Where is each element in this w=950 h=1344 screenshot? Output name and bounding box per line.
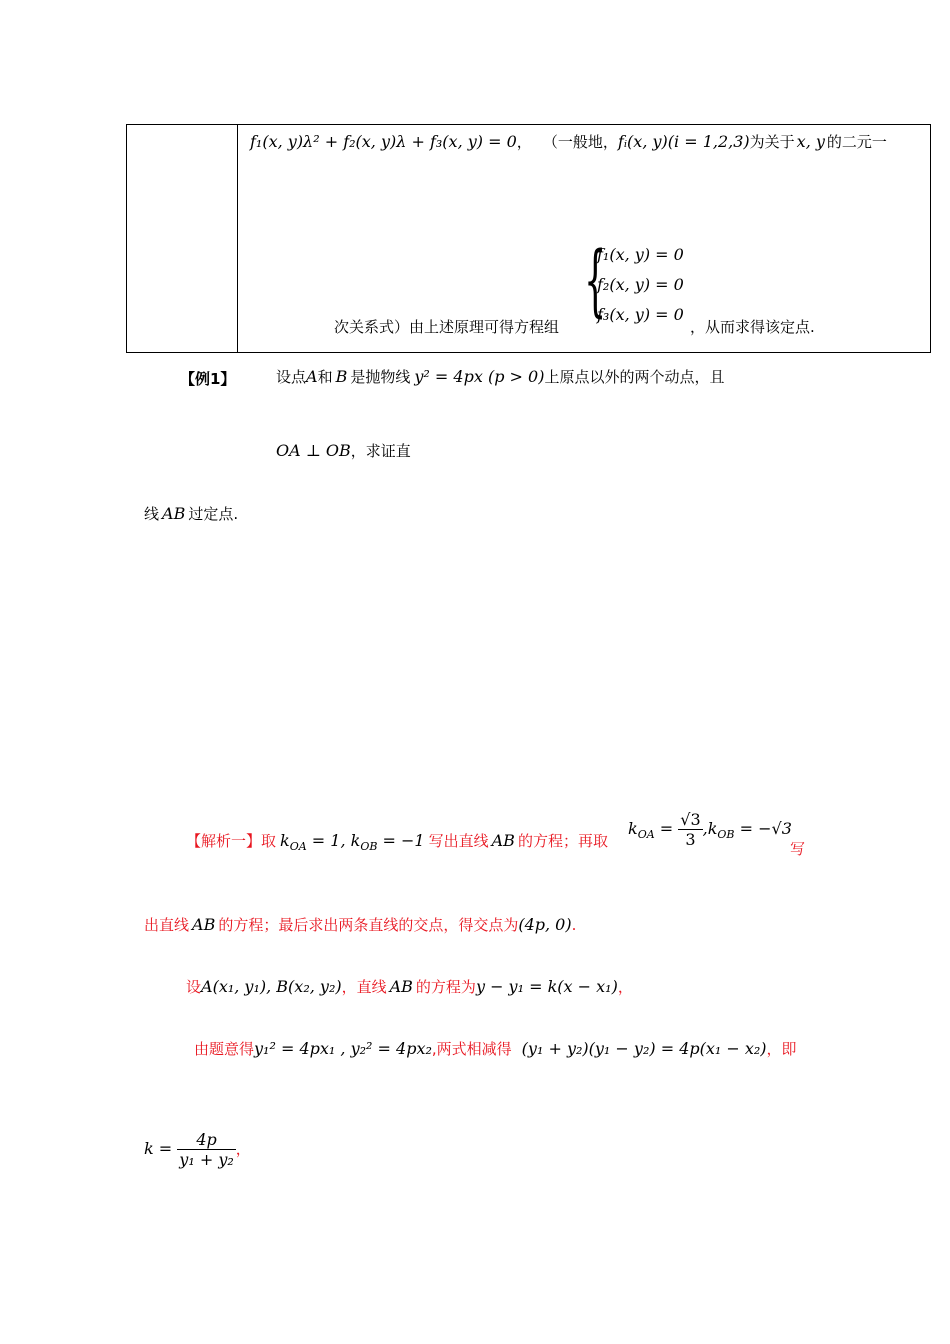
example-label: 【例1】: [180, 370, 236, 388]
table-line-2: 次关系式）由上述原理可得方程组: [334, 318, 560, 336]
formula-lambda-equation: f₁(x, y)λ² + f₂(x, y)λ + f₃(x, y) = 0: [250, 132, 517, 151]
example-line-3: 线 AB 过定点.: [144, 504, 239, 523]
system-eq-3: f₃(x, y) = 0: [597, 305, 684, 324]
line-ab-equation: y − y₁ = k(x − x₁): [475, 977, 618, 996]
table-border-top: [127, 124, 931, 125]
slope-k-formula: k = $\frac{4p}{\text{y₁ + y₂}}$ ，: [144, 1130, 251, 1169]
difference-equation: (y₁ + y₂)(y₁ − y₂) = 4p(x₁ − x₂): [521, 1039, 767, 1058]
table-border-bottom: [127, 352, 931, 353]
points-ab: A(x₁, y₁), B(x₂, y₂): [201, 977, 342, 996]
solution-line-2: 出直线 AB 的方程；最后求出两条直线的交点，得交点为(4p, 0).: [144, 915, 577, 934]
parabola-equation: y² = 4px: [414, 367, 483, 386]
parabola-points-equations: y₁² = 4px₁ , y₂² = 4px₂: [254, 1039, 432, 1058]
intersection-point: (4p, 0): [518, 915, 572, 934]
table-border-middle: [237, 124, 238, 353]
solution-label: 【解析一】取: [186, 832, 277, 850]
formula-fi: fᵢ(x, y)(i = 1,2,3): [617, 132, 750, 151]
system-brace: {: [584, 236, 607, 326]
table-line-1: f₁(x, y)λ² + f₂(x, y)λ + f₃(x, y) = 0， （一般地，fᵢ(x, y)(i = 1,2,3)为关于 x, y 的二元一: [250, 132, 887, 151]
slope-sqrt3-formula: $k_{OA}$ = $\frac{√3}{3}$ $,k_{OB} = -√3$: [628, 810, 792, 849]
table-border-right: [930, 124, 931, 353]
example-line-2: OA ⊥ OB，求证直: [276, 441, 411, 460]
system-eq-1: f₁(x, y) = 0: [597, 245, 684, 264]
solution-line-4: 由题意得y₁² = 4px₁ , y₂² = 4px₂,两式相减得 (y₁ + y₂)(y₁ − y₂) = 4p(x₁ − x₂)，即: [194, 1039, 797, 1058]
example-line-1: 设点A和 B 是抛物线 y² = 4px (p > 0)上原点以外的两个动点，且: [276, 367, 725, 386]
table-border-left: [126, 124, 127, 353]
table-line-2-tail: ，从而求得该定点.: [690, 318, 815, 336]
solution-line-1: 【解析一】取 $k_{OA} = 1$, $k_{OB} = -1$ 写出直线 AB 的方程；再取: [186, 831, 608, 854]
system-eq-2: f₂(x, y) = 0: [597, 275, 684, 294]
perpendicular-condition: OA ⊥ OB: [276, 441, 351, 460]
solution-line-3: 设A(x₁, y₁), B(x₂, y₂)，直线 AB 的方程为y − y₁ = k(x − x₁)，: [186, 977, 633, 996]
